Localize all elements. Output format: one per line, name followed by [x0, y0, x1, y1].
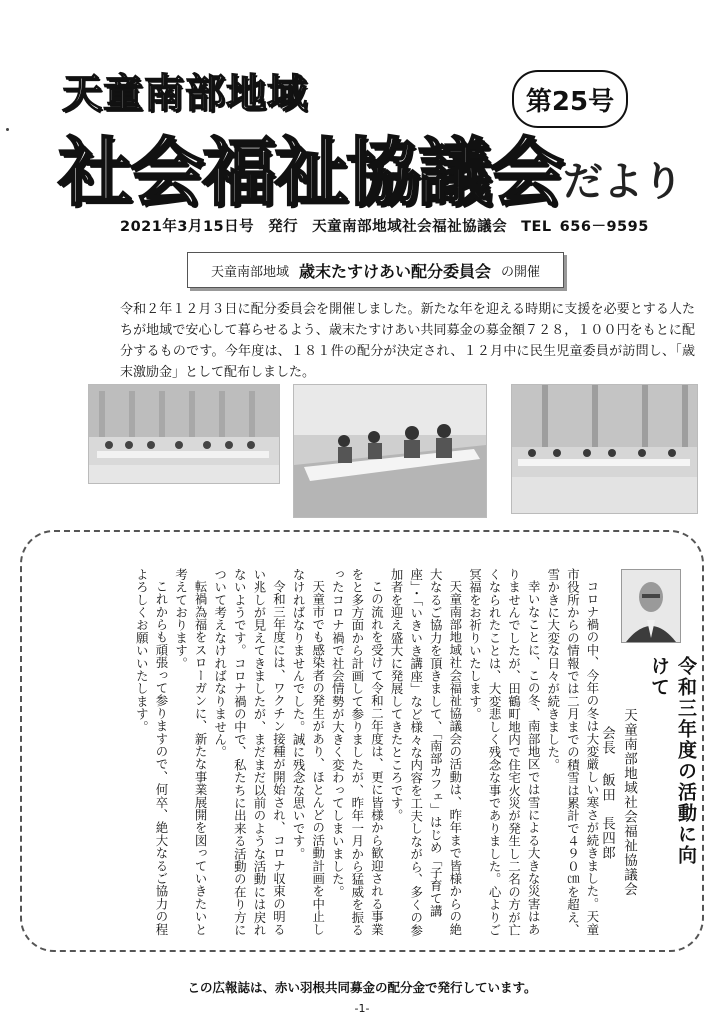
page-number: -1- [354, 1002, 370, 1015]
message-paragraph: この流れを受けて令和二年度は、更に皆様から歓迎される事業をと多方面から計画して参りましたが、昨年一月から猛威を振るったコロナ禍で社会情勢が大きく変わってしまいました。 [330, 568, 385, 937]
footer-note: この広報誌は、赤い羽根共同募金の配分金で発行しています。 [187, 980, 537, 995]
issue-number: 第25号 [525, 86, 615, 117]
message-body [42, 568, 602, 944]
tel-number: 656－9595 [559, 219, 649, 235]
headline-suffix: の開催 [501, 264, 541, 280]
meeting-photo-2 [293, 384, 487, 518]
publisher-label: 発行 [268, 219, 299, 235]
meeting-photo-1 [88, 384, 280, 484]
headline-title: 歳末たすけあい配分委員会 [298, 261, 491, 281]
article-body: 令和２年１２月３日に配分委員会を開催しました。新たな年を迎える時期に支援を必要とする人たちが地域で安心して暮らせるよう、歳末たすけあい共同募金の募金額７２８，１００円をもとに配分するものです。今年度は、１８１件の配分が決定され、１２月中に民生児童委員が訪問し、「歳末激励金」として配布しました。 [120, 302, 695, 380]
article-headline [187, 252, 564, 288]
publisher-name: 天童南部地域社会福祉協議会 [312, 219, 508, 235]
area-title: 天童南部地域 [62, 71, 308, 117]
issue-number-badge [512, 70, 628, 128]
chairman-portrait [621, 569, 681, 643]
author-name: 飯田 長四郎 [599, 773, 615, 860]
message-paragraph: コロナ禍の中、今年の冬は大変厳しい寒さが続きました。天童市役所からの情報では二月までの積雪は累計で４９０㎝を超え、雪かきに大変な日々が続きました。 [545, 568, 600, 937]
message-paragraph: 転禍為福をスローガンに、新たな事業展開を図っていきたいと考えております。 [173, 568, 209, 936]
message-paragraph: これからも頑張って参りますので、何卒、絶大なるご協力の程よろしくお願いいたします。 [134, 568, 169, 936]
message-paragraph: 令和三年度には、ワクチン接種が開始され、コロナ収束の明るい兆しが見えてきましたが、まだまだ以前のような活動には戻れないようです。コロナ禍の中で、私たちに出来る活動の在り方について考えなければなりません。 [212, 568, 287, 937]
margin-mark [6, 128, 9, 131]
headline-prefix: 天童南部地域 [210, 264, 289, 280]
meeting-photo-3 [511, 384, 698, 514]
publication-line [120, 215, 663, 236]
message-paragraph: 幸いなことに、この冬、南部地区では雪による大きな災害はありませんでしたが、田鶴町地内で住宅火災が発生し二名の方が亡くなられたことは、大変悲しく残念な事でありました。心よりご冥福をお祈りいたします。 [467, 568, 542, 937]
newsletter-title: 社会福祉協議会 [58, 130, 562, 216]
organization-name: 天童南部地域社会福祉協議会 [621, 708, 637, 897]
message-title: 令和三年度の活動に向けて [648, 656, 697, 866]
author-role: 会長 [599, 726, 615, 755]
tel-label: TEL [521, 219, 552, 235]
issue-date: 2021年3月15日号 [120, 219, 255, 235]
message-paragraph: 天童市でも感染者の発生があり、ほとんどの活動計画を中止しなければなりませんでした。誠に残念な思いです。 [291, 568, 326, 936]
message-paragraph: 天童南部地域社会福祉協議会の活動は、昨年まで皆様からの絶大なるご協力を頂きまして、「南部カフェ」はじめ「子育て講座」・「いきいき講座」など様々な内容を工夫しながら、多くの参加者を迎え盛大に発展してきたところです。 [389, 568, 463, 937]
title-suffix: だより [563, 159, 683, 205]
